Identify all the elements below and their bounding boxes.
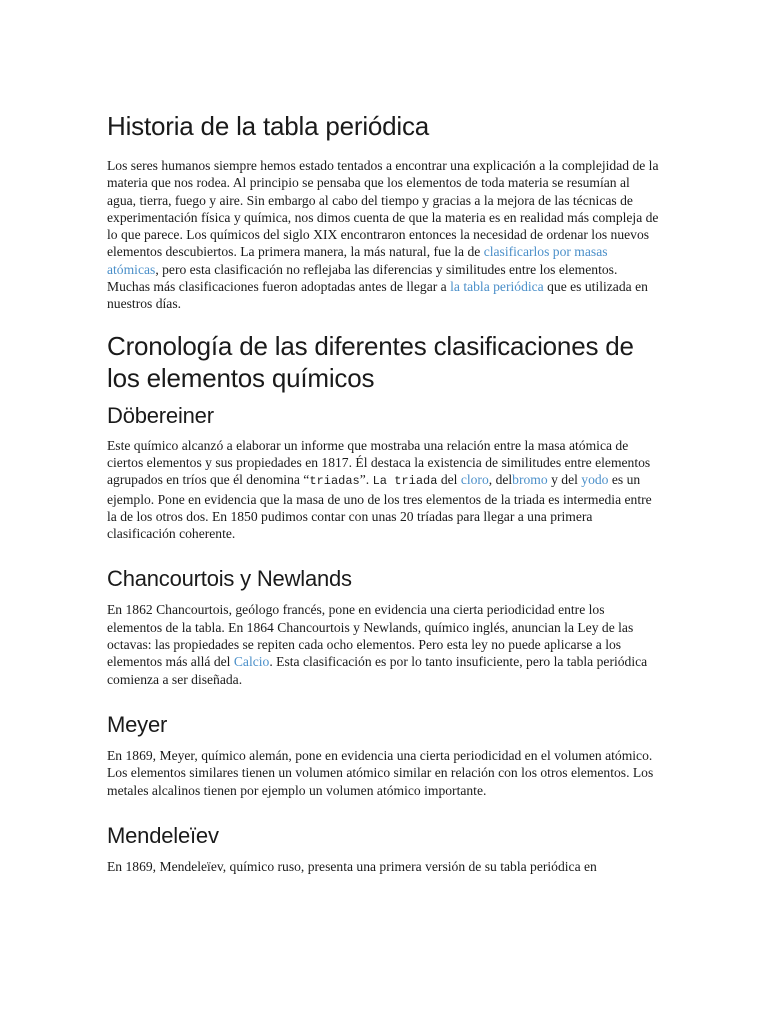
dobereiner-text-6: es un ejemplo. Pone en evidencia que la masa de uno de los tres elementos de la triada es intermedia entre la de los otros dos. En 1850 pudimos contar con unas 20 tríadas para llegar a una primera clasificación coherente. (107, 472, 652, 542)
intro-text-3: que es utilizada en nuestros días. (107, 279, 648, 312)
dobereiner-paragraph (107, 437, 662, 543)
link-bromo[interactable]: bromo (512, 472, 548, 488)
dobereiner-heading: Döbereiner (107, 402, 214, 428)
link-tabla-periodica[interactable]: la tabla periódica (450, 279, 544, 295)
chancourtois-paragraph (107, 601, 662, 687)
chancourtois-heading: Chancourtois y Newlands (107, 566, 352, 592)
intro-text-1: Los seres humanos siempre hemos estado tentados a encontrar una explicación a la complejidad de la materia que nos rodea. Al principio se pensaba que los elementos de toda materia se resumían al agua, tierra, fuego y aire. Sin embargo al cabo del tiempo y gracias a la mejora de las técnicas de experimentación física y química, nos dimos cuenta de que la materia es en realidad más compleja de lo que parece. Los químicos del siglo XIX encontraron entonces la necesidad de ordenar los nuevos elementos descubiertos. La primera manera, la más natural, fue la de (107, 158, 659, 260)
page-title: Historia de la tabla periódica (107, 111, 430, 141)
mendeleiev-paragraph: En 1869, Mendeleïev, químico ruso, presenta una primera versión de su tabla periódica en (107, 858, 597, 874)
dobereiner-text-3: del (437, 472, 461, 488)
document-body (107, 108, 662, 875)
dobereiner-text-4: , del (488, 472, 513, 488)
chancourtois-text-2: . Esta clasificación es por lo tanto insuficiente, pero la tabla periódica comienza a ser diseñada. (107, 654, 648, 687)
mendeleiev-heading: Mendeleïev (107, 822, 219, 848)
link-clasificarlos[interactable]: clasificarlos por masas atómicas (107, 244, 608, 277)
dobereiner-text-1: Este químico alcanzó a elaborar un informe que mostraba una relación entre la masa atómica de ciertos elementos y sus propiedades en 1817. Él destaca la existencia de similitudes entre elementos agrupados en tríos que él denomina “ (107, 437, 651, 488)
meyer-heading: Meyer (107, 711, 168, 737)
cronologia-heading: Cronología de las diferentes clasificaciones de los elementos químicos (107, 330, 634, 393)
link-calcio[interactable]: Calcio (233, 654, 270, 670)
intro-text-2: , pero esta clasificación no reflejaba las diferencias y similitudes entre los elementos. Muchas más clasificaciones fueron adoptadas antes de llegar a (107, 261, 618, 295)
link-yodo[interactable]: yodo (581, 472, 609, 488)
link-cloro[interactable]: cloro (460, 472, 489, 488)
dobereiner-text-2: ”. (359, 472, 373, 488)
la-triada-term: La triada (372, 474, 438, 489)
triadas-term: triadas (309, 474, 360, 489)
intro-paragraph (107, 157, 662, 313)
meyer-paragraph: En 1869, Meyer, químico alemán, pone en evidencia una cierta periodicidad en el volumen atómico. Los elementos similares tienen un volumen atómico similar en relación con los otros elementos. Los metales alcalinos tienen por ejemplo un volumen atómico importante. (107, 747, 654, 798)
chancourtois-text-1: En 1862 Chancourtois, geólogo francés, pone en evidencia una cierta periodicidad entre los elementos de la tabla. En 1864 Chancourtois y Newlands, químico inglés, anuncian la Ley de las octavas: las propiedades se repiten cada ocho elementos. Pero esta ley no puede aplicarse a los elementos más allá del (107, 602, 634, 670)
dobereiner-text-5: y del (547, 472, 582, 488)
